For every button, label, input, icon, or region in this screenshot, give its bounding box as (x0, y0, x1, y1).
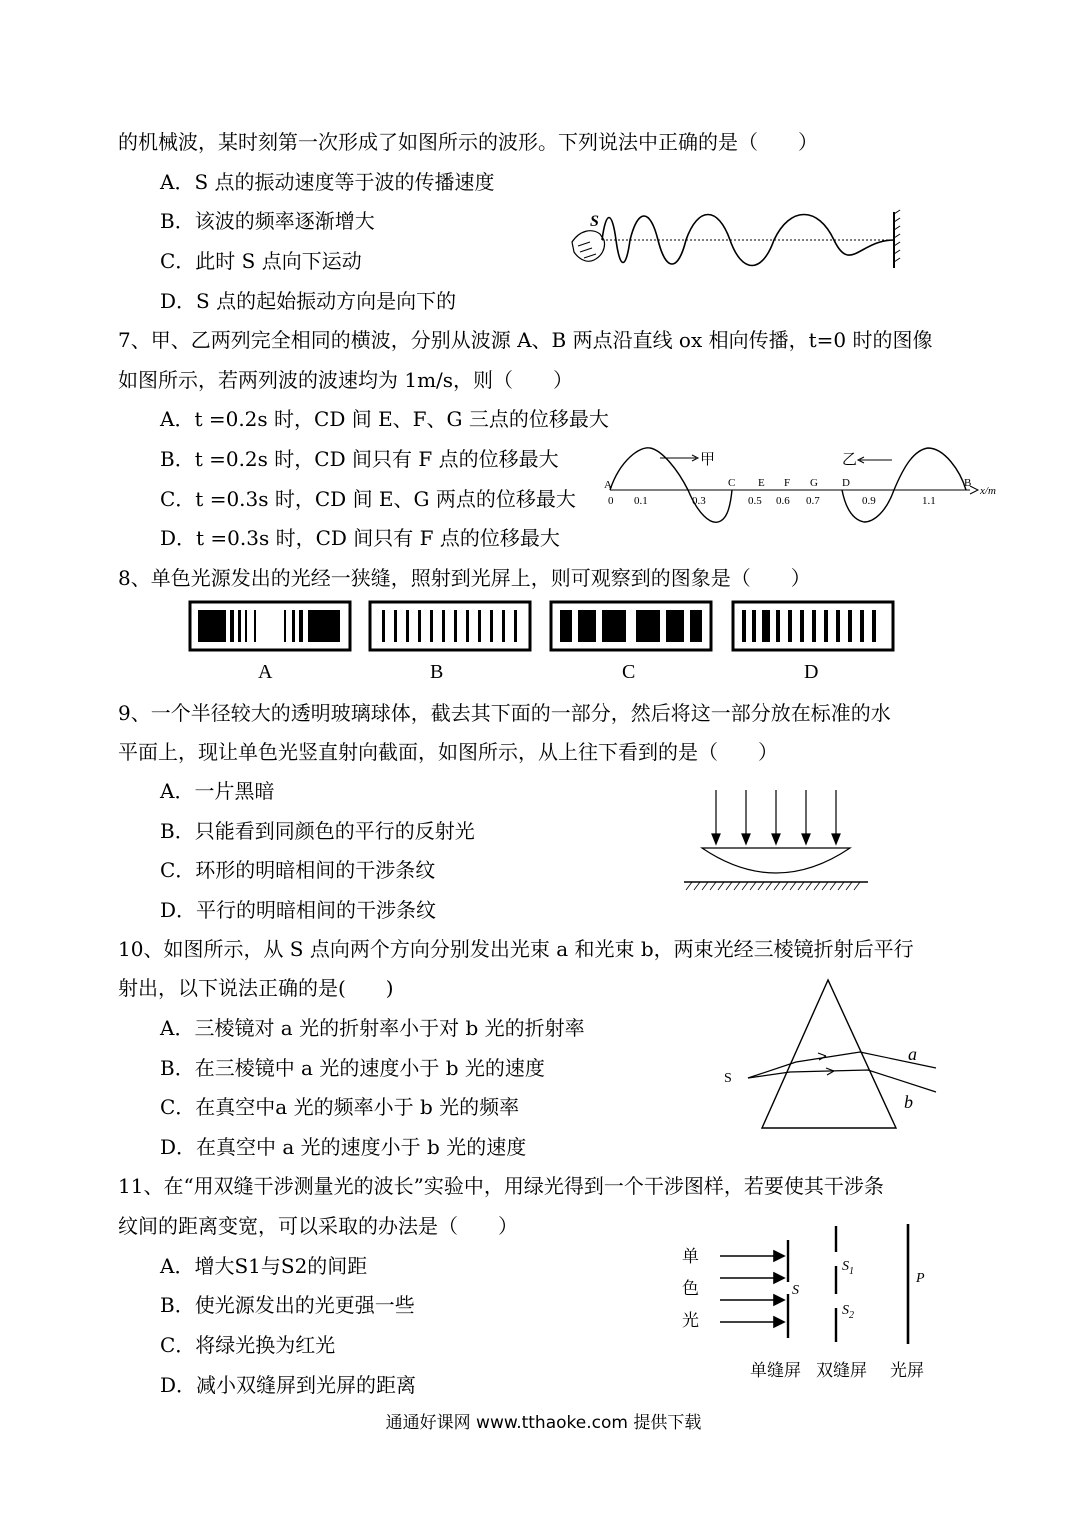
q11-label-s1-text: 1 (849, 1266, 854, 1277)
q11-double-slit-figure (676, 1220, 936, 1382)
q6-stem: 的机械波，某时刻第一次形成了如图所示的波形。下列说法中正确的是（ ） (118, 130, 818, 154)
q9-option-d: D．平行的明暗相间的干涉条纹 (160, 898, 437, 922)
q10-option-d: D．在真空中 a 光的速度小于 b 光的速度 (160, 1135, 527, 1159)
q11-label-s: S (792, 1283, 799, 1298)
q10-option-b: B．在三棱镜中 a 光的速度小于 b 光的速度 (160, 1056, 545, 1080)
page-footer: 通通好课网 www.tthaoke.com 提供下载 (385, 1413, 702, 1433)
q11-label-s1: $S_1$ (842, 1259, 854, 1277)
q7-tick: 0.7 (806, 495, 820, 507)
q7-tick: 0.9 (862, 495, 876, 507)
q9-stem-line1: 9、一个半径较大的透明玻璃球体，截去其下面的一部分，然后将这一部分放在标准的水 (118, 701, 891, 725)
q11-screen-label: 光屏 (890, 1361, 924, 1380)
q7-point-c: C (728, 477, 736, 489)
q6-option-d: D．S 点的起始振动方向是向下的 (160, 289, 457, 313)
q7-option-c: C．t =0.3s 时，CD 间 E、G 两点的位移最大 (160, 487, 576, 511)
q11-screen-label: 双缝屏 (816, 1361, 867, 1380)
q8-fringe-figure (188, 600, 900, 684)
q7-tick: 0.1 (634, 495, 648, 507)
q8-stem: 8、单色光源发出的光经一狭缝，照射到光屏上，则可观察到的图象是（ ） (118, 566, 811, 590)
q7-point-g: G (810, 477, 818, 489)
q7-stem-line2: 如图所示，若两列波的波速均为 1m/s，则（ ） (118, 368, 574, 392)
q7-point-b: B (964, 477, 972, 489)
q10-label-a: a (908, 1044, 917, 1064)
q11-option-d: D．减小双缝屏到光屏的距离 (160, 1373, 417, 1397)
q11-source-char: 色 (682, 1279, 699, 1298)
q10-option-c: C．在真空中a 光的频率小于 b 光的频率 (160, 1095, 520, 1119)
q9-lens-figure (680, 786, 870, 896)
q10-label-s: S (724, 1071, 732, 1086)
q10-label-b: b (904, 1092, 913, 1112)
q11-screen-label: 单缝屏 (750, 1361, 801, 1380)
q8-panel-label-d: D (804, 661, 819, 683)
q10-option-a: A．三棱镜对 a 光的折射率小于对 b 光的折射率 (160, 1016, 585, 1040)
q9-option-c: C．环形的明暗相间的干涉条纹 (160, 858, 436, 882)
q11-option-b: B．使光源发出的光更强一些 (160, 1293, 415, 1317)
q7-option-d: D．t =0.3s 时，CD 间只有 F 点的位移最大 (160, 526, 560, 550)
q7-option-a: A．t =0.2s 时，CD 间 E、F、G 三点的位移最大 (160, 407, 609, 431)
q11-option-c: C．将绿光换为红光 (160, 1333, 336, 1357)
q8-panel-label-b: B (430, 661, 444, 683)
q10-stem-line2: 射出，以下说法正确的是( ) (118, 976, 394, 1000)
q6-label-s: S (590, 213, 599, 230)
q7-point-a: A (604, 479, 612, 491)
q7-option-b: B．t =0.2s 时，CD 间只有 F 点的位移最大 (160, 447, 559, 471)
q6-option-c: C．此时 S 点向下运动 (160, 249, 362, 273)
q7-tick: 1.1 (922, 495, 936, 507)
q6-option-b: B．该波的频率逐渐增大 (160, 209, 375, 233)
q10-prism-figure (718, 976, 946, 1134)
q8-panel-label-a: A (258, 661, 273, 683)
q11-stem-line2: 纹间的距离变宽，可以采取的办法是（ ） (118, 1214, 518, 1238)
q7-tick: 0 (608, 495, 614, 507)
q7-point-f: F (784, 477, 791, 489)
q11-label-p: P (916, 1271, 925, 1286)
q10-stem-line1: 10、如图所示，从 S 点向两个方向分别发出光束 a 和光束 b，两束光经三棱镜折射后平行 (118, 937, 914, 961)
q7-wave-figure (598, 440, 1016, 528)
q9-option-a: A．一片黑暗 (160, 779, 275, 803)
q7-label-yi: 乙 (842, 452, 858, 468)
q7-axis-label: x/m (980, 485, 996, 497)
q11-label-s2: $S_2$ (842, 1303, 854, 1321)
q6-option-a: A．S 点的振动速度等于波的传播速度 (160, 170, 495, 194)
q7-tick: 0.3 (692, 495, 706, 507)
q11-source-char: 单 (682, 1247, 699, 1266)
q7-point-d: D (842, 477, 850, 489)
q7-point-e: E (758, 477, 765, 489)
q7-label-jia: 甲 (700, 452, 716, 468)
q11-source-char: 光 (682, 1311, 699, 1330)
q7-stem-line1: 7、甲、乙两列完全相同的横波，分别从波源 A、B 两点沿直线 ox 相向传播，t=0 时的图像 (118, 328, 933, 352)
q7-tick: 0.6 (776, 495, 790, 507)
q11-stem-line1: 11、在“用双缝干涉测量光的波长”实验中，用绿光得到一个干涉图样，若要使其干涉条 (118, 1174, 884, 1198)
q11-option-a: A．增大S1与S2的间距 (160, 1254, 368, 1278)
q8-panel-label-c: C (622, 661, 636, 683)
q6-wave-figure (560, 200, 910, 275)
q9-option-b: B．只能看到同颜色的平行的反射光 (160, 819, 475, 843)
q7-tick: 0.5 (748, 495, 762, 507)
q9-stem-line2: 平面上，现让单色光竖直射向截面，如图所示，从上往下看到的是（ ） (118, 740, 778, 764)
